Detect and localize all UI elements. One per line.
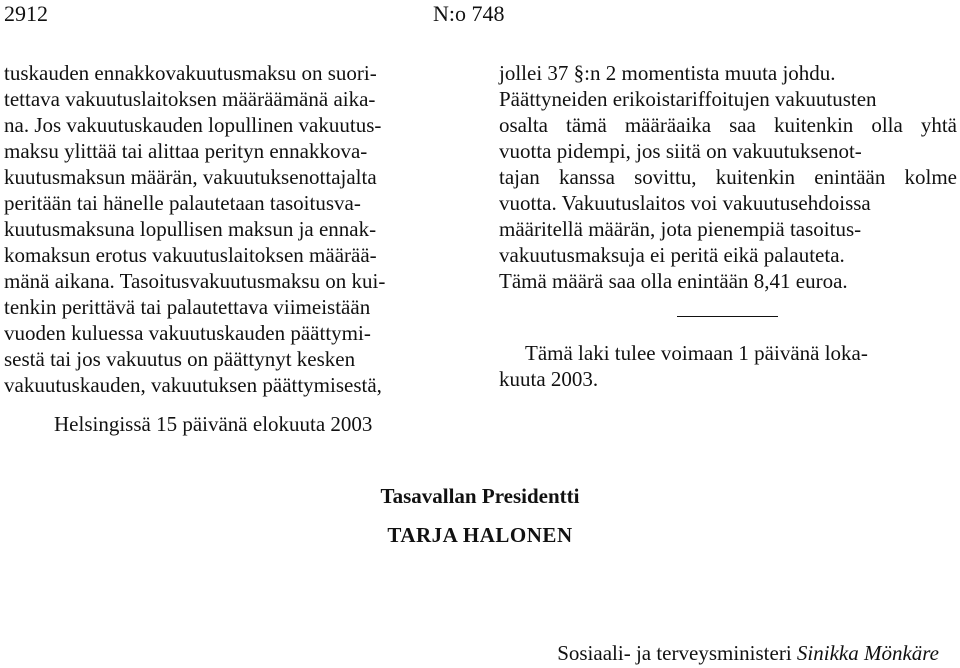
right-line: osalta tämä määräaika saa kuitenkin olla yhtä: [499, 113, 957, 137]
closing-line: kuuta 2003.: [499, 367, 599, 391]
left-line: komaksun erotus vakuutuslaitoksen määrää-: [4, 243, 377, 267]
right-line: määritellä määrän, jota pienempiä tasoitus-: [499, 217, 862, 241]
left-column: [4, 60, 470, 398]
section-divider: [677, 316, 778, 317]
minister-signature: [557, 640, 939, 666]
closing-line: Tämä laki tulee voimaan 1 päivänä loka-: [525, 341, 868, 365]
left-line: kuutusmaksun määrän, vakuutuksenottajalta: [4, 165, 377, 189]
right-line: Päättyneiden erikoistariffoitujen vakuutusten: [499, 87, 877, 111]
minister-title: Sosiaali- ja terveysministeri: [557, 641, 792, 665]
left-line: mänä aikana. Tasoitusvakuutusmaksu on kui-: [4, 269, 386, 293]
right-line: Tämä määrä saa olla enintään 8,41 euroa.: [499, 269, 848, 293]
left-line: tettava vakuutuslaitoksen määräämänä aika-: [4, 87, 376, 111]
left-line: maksu ylittää tai alittaa perityn ennakkova-: [4, 139, 368, 163]
right-line: jollei 37 §:n 2 momentista muuta johdu.: [499, 61, 836, 85]
president-title: Tasavallan Presidentti: [380, 484, 580, 508]
right-column: [499, 60, 957, 294]
entry-into-force: [499, 340, 957, 392]
left-line: peritään tai hänelle palautetaan tasoitusva-: [4, 191, 361, 215]
right-line: vakuutusmaksuja ei peritä eikä palauteta.: [499, 243, 845, 267]
left-line: vakuutuskauden, vakuutuksen päättymisestä,: [4, 373, 382, 397]
left-line: tenkin perittävä tai palautettava viimeistään: [4, 295, 371, 319]
page-number: 2912: [4, 1, 48, 26]
minister-name: Sinikka Mönkäre: [796, 641, 939, 665]
right-line: vuotta pidempi, jos siitä on vakuutuksenot-: [499, 139, 862, 163]
right-line: vuotta. Vakuutuslaitos voi vakuutusehdoissa: [499, 191, 871, 215]
left-line: sestä tai jos vakuutus on päättynyt kesken: [4, 347, 356, 371]
left-line: na. Jos vakuutuskauden lopullinen vakuutus-: [4, 113, 382, 137]
president-name: TARJA HALONEN: [387, 523, 573, 547]
right-line: tajan kanssa sovittu, kuitenkin enintään kolme: [499, 165, 957, 189]
left-line: tuskauden ennakkovakuutusmaksu on suori-: [4, 61, 377, 85]
left-line: kuutusmaksuna lopullisen maksun ja ennak-: [4, 217, 377, 241]
left-line: vuoden kuluessa vakuutuskauden päättymi-: [4, 321, 371, 345]
place-and-date: Helsingissä 15 päivänä elokuuta 2003: [54, 412, 373, 436]
issue-number: N:o 748: [433, 1, 505, 26]
